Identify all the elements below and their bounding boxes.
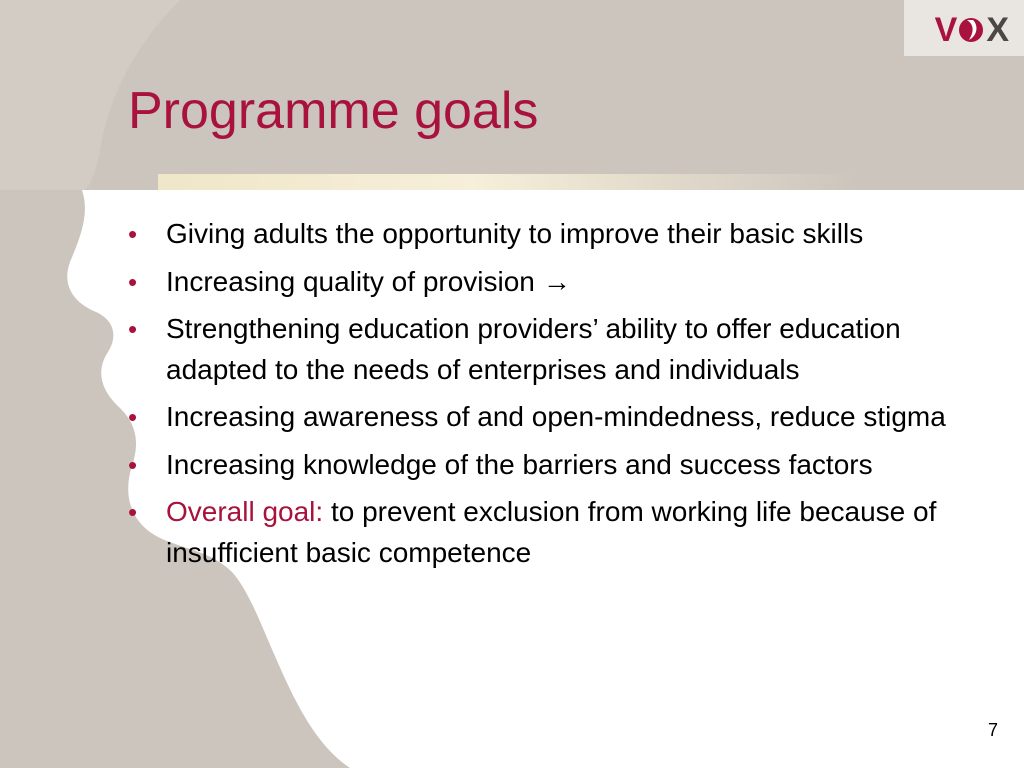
bullet-dot: • [128, 266, 138, 297]
logo-letter-x: X [986, 10, 1008, 49]
bullet-item-overall-goal [128, 492, 948, 573]
bullet-dot: • [128, 449, 138, 480]
logo-letter-v: V [934, 10, 957, 49]
bullet-item [128, 445, 948, 486]
bullet-dot: • [128, 402, 138, 432]
bullet-text: Increasing knowledge of the barriers and success factors [166, 448, 873, 480]
right-arrow-icon: → [542, 265, 571, 297]
page-number: 7 [987, 720, 998, 740]
slide-title: Programme goals [128, 82, 539, 140]
bullet-text: Increasing quality of provision [166, 265, 535, 297]
bullet-item [128, 262, 948, 303]
bullet-text: Strengthening education providers’ ability to offer education adapted to the needs of enterprises and individuals [166, 313, 901, 385]
bullet-text: Giving adults the opportunity to improve their basic skills [166, 218, 864, 249]
bullet-text: to prevent exclusion from working life because of insufficient basic competence [166, 496, 937, 568]
bullet-list [128, 214, 948, 580]
vox-logo [935, 12, 1008, 48]
bullet-dot: • [128, 314, 138, 344]
bullet-item [128, 214, 948, 255]
overall-goal-label: Overall goal: [166, 496, 324, 527]
bullet-dot: • [128, 219, 138, 249]
bullet-dot: • [128, 497, 138, 527]
bullet-text: Increasing awareness of and open-mindedness, reduce stigma [166, 401, 946, 432]
bullet-item [128, 309, 948, 390]
title-underline-bar [158, 174, 858, 190]
logo-face-icon [957, 16, 985, 44]
bullet-item [128, 397, 948, 438]
